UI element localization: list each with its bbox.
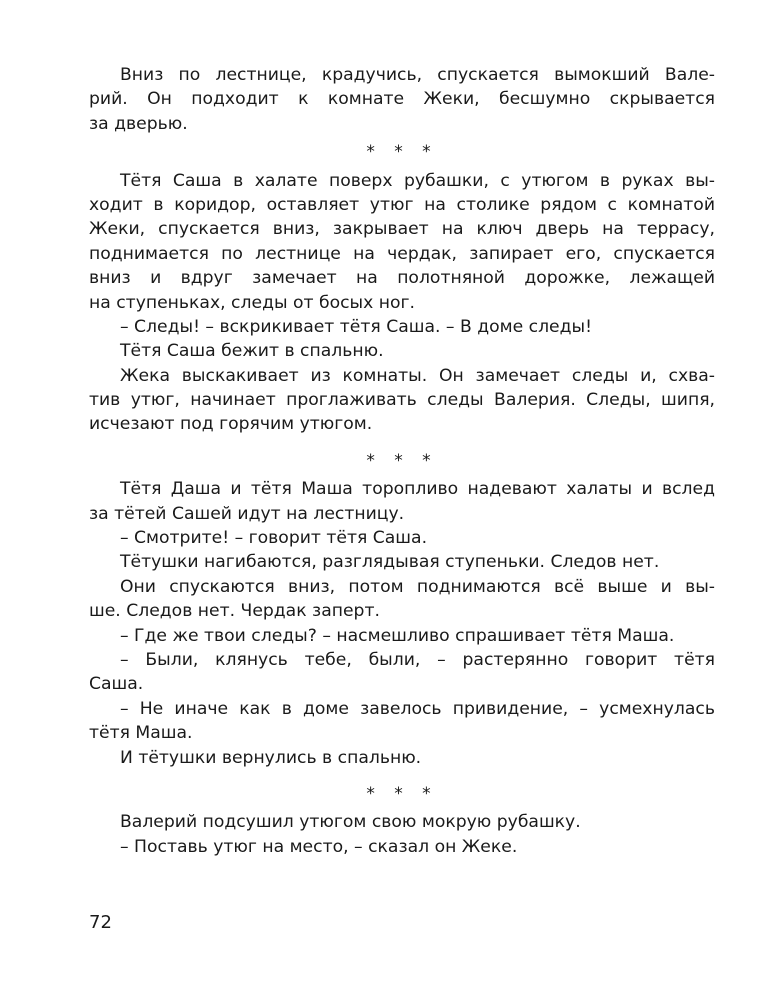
text-line: Тётя Даша и тётя Маша торопливо надевают халаты и вслед <box>120 479 715 500</box>
text-line: Тётя Саша в халате поверх рубашки, с утюгом в руках вы- <box>120 170 715 191</box>
text-line: рий. Он подходит к комнате Жеки, бесшумно скрывается <box>89 89 715 110</box>
section-separator: * * * <box>366 450 438 471</box>
text-line: – Были, клянусь тебе, были, – растерянно говорит тётя <box>120 649 715 670</box>
text-line: ходит в коридор, оставляет утюг на столике рядом с комнатой <box>89 194 715 215</box>
text-line: исчезают под горячим утюгом. <box>89 414 373 435</box>
text-line: – Не иначе как в доме завелось привидение, – усмехнулась <box>120 698 715 719</box>
page-number: 72 <box>89 912 112 933</box>
text-line: И тётушки вернулись в спальню. <box>120 747 422 768</box>
text-line: – Поставь утюг на место, – сказал он Жеке. <box>120 836 518 857</box>
text-line: – Смотрите! – говорит тётя Саша. <box>120 528 428 549</box>
section-separator: * * * <box>366 783 438 804</box>
text-line: Жеки, спускается вниз, закрывает на ключ дверь на террасу, <box>89 219 715 240</box>
text-line: Валерий подсушил утюгом свою мокрую рубашку. <box>120 812 581 833</box>
text-line: за тётей Сашей идут на лестницу. <box>89 503 405 524</box>
text-line: тив утюг, начинает проглаживать следы Валерия. Следы, шипя, <box>89 390 715 411</box>
section-separator: * * * <box>366 142 438 163</box>
text-line: – Где же твои следы? – насмешливо спрашивает тётя Маша. <box>120 625 675 646</box>
text-line: вниз и вдруг замечает на полотняной дорожке, лежащей <box>89 268 715 289</box>
text-line: поднимается по лестнице на чердак, запирает его, спускается <box>89 243 715 264</box>
text-line: Они спускаются вниз, потом поднимаются всё выше и вы- <box>120 576 715 597</box>
text-line: Вниз по лестнице, крадучись, спускается вымокший Вале- <box>120 65 715 85</box>
text-line: Тётя Саша бежит в спальню. <box>120 341 384 362</box>
text-line: Жека выскакивает из комнаты. Он замечает следы и, схва- <box>120 365 715 386</box>
text-line: – Следы! – вскрикивает тётя Саша. – В доме следы! <box>120 316 592 337</box>
text-line: Саша. <box>89 674 144 695</box>
text-line: ше. Следов нет. Чердак заперт. <box>89 601 380 622</box>
text-line: Тётушки нагибаются, разглядывая ступеньки. Следов нет. <box>120 552 660 573</box>
text-block <box>89 63 715 859</box>
text-line: на ступеньках, следы от босых ног. <box>89 292 415 313</box>
text-line: за дверью. <box>89 113 188 134</box>
text-line: тётя Маша. <box>89 723 193 744</box>
